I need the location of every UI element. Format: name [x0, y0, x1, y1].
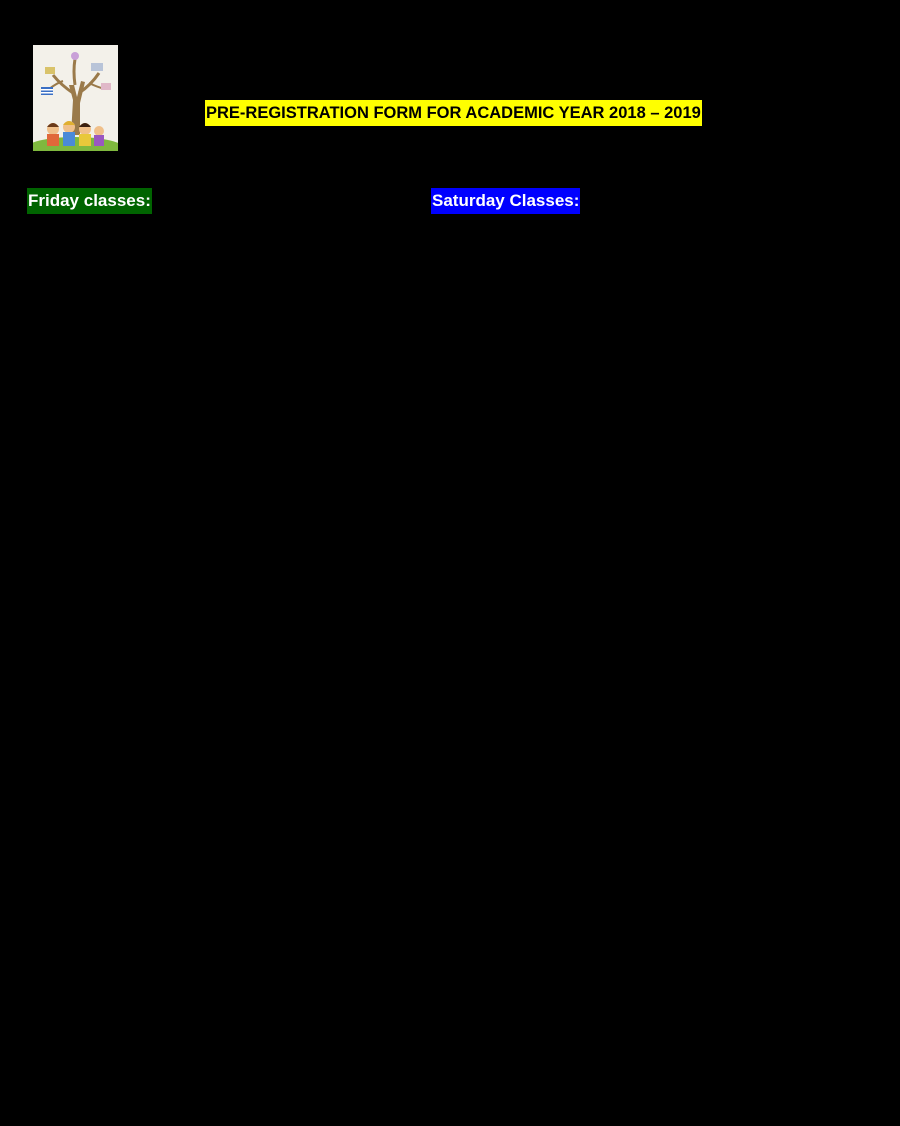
school-logo	[33, 45, 118, 151]
friday-classes-heading: Friday classes:	[27, 188, 152, 214]
page-title: PRE-REGISTRATION FORM FOR ACADEMIC YEAR 2018 – 2019	[205, 100, 702, 126]
saturday-classes-heading: Saturday Classes:	[431, 188, 580, 214]
tree-with-children-logo-icon	[33, 45, 118, 151]
